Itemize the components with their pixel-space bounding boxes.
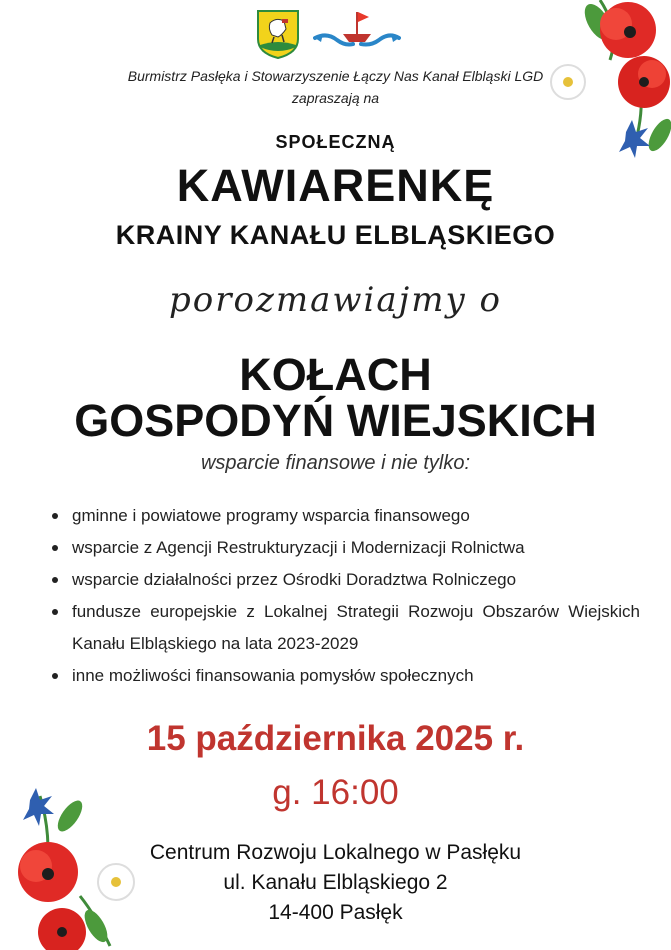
list-item: gminne i powiatowe programy wsparcia finansowego (52, 500, 640, 532)
address-venue: Centrum Rozwoju Lokalnego w Pasłęku (149, 841, 522, 864)
intro-invite: zapraszają na (291, 90, 380, 106)
topic-note: wsparcie finansowe i nie tylko: (200, 452, 470, 474)
intro-organizers: Burmistrz Pasłęka i Stowarzyszenie Łączy Nas Kanał Elbląski LGD (127, 68, 544, 84)
page-subtitle: KRAINY KANAŁU ELBLĄSKIEGO (115, 220, 556, 250)
event-time: g. 16:00 (272, 773, 399, 812)
topic-line-1: KOŁACH (239, 349, 432, 400)
address-city: 14-400 Pasłęk (268, 901, 403, 924)
topic-line-2: GOSPODYŃ WIEJSKICH (74, 395, 597, 446)
address-street: ul. Kanału Elbląskiego 2 (223, 871, 448, 894)
list-item: inne możliwości finansowania pomysłów społecznych (52, 660, 640, 692)
event-date: 15 października 2025 r. (146, 719, 525, 758)
list-item: wsparcie z Agencji Restrukturyzacji i Modernizacji Rolnictwa (52, 532, 640, 564)
list-item: wsparcie działalności przez Ośrodki Doradztwa Rolniczego (52, 564, 640, 596)
script-lead-in: porozmawiajmy o (169, 280, 502, 320)
list-item: fundusze europejskie z Lokalnej Strategii Rozwoju Obszarów Wiejskich Kanału Elbląskiego na lata 2023-2029 (52, 596, 640, 660)
support-list (52, 500, 640, 692)
title-kicker: SPOŁECZNĄ (275, 132, 396, 152)
page-title: KAWIARENKĘ (176, 160, 495, 211)
lgd-logo-icon (313, 8, 401, 56)
coat-of-arms-icon (256, 9, 300, 59)
